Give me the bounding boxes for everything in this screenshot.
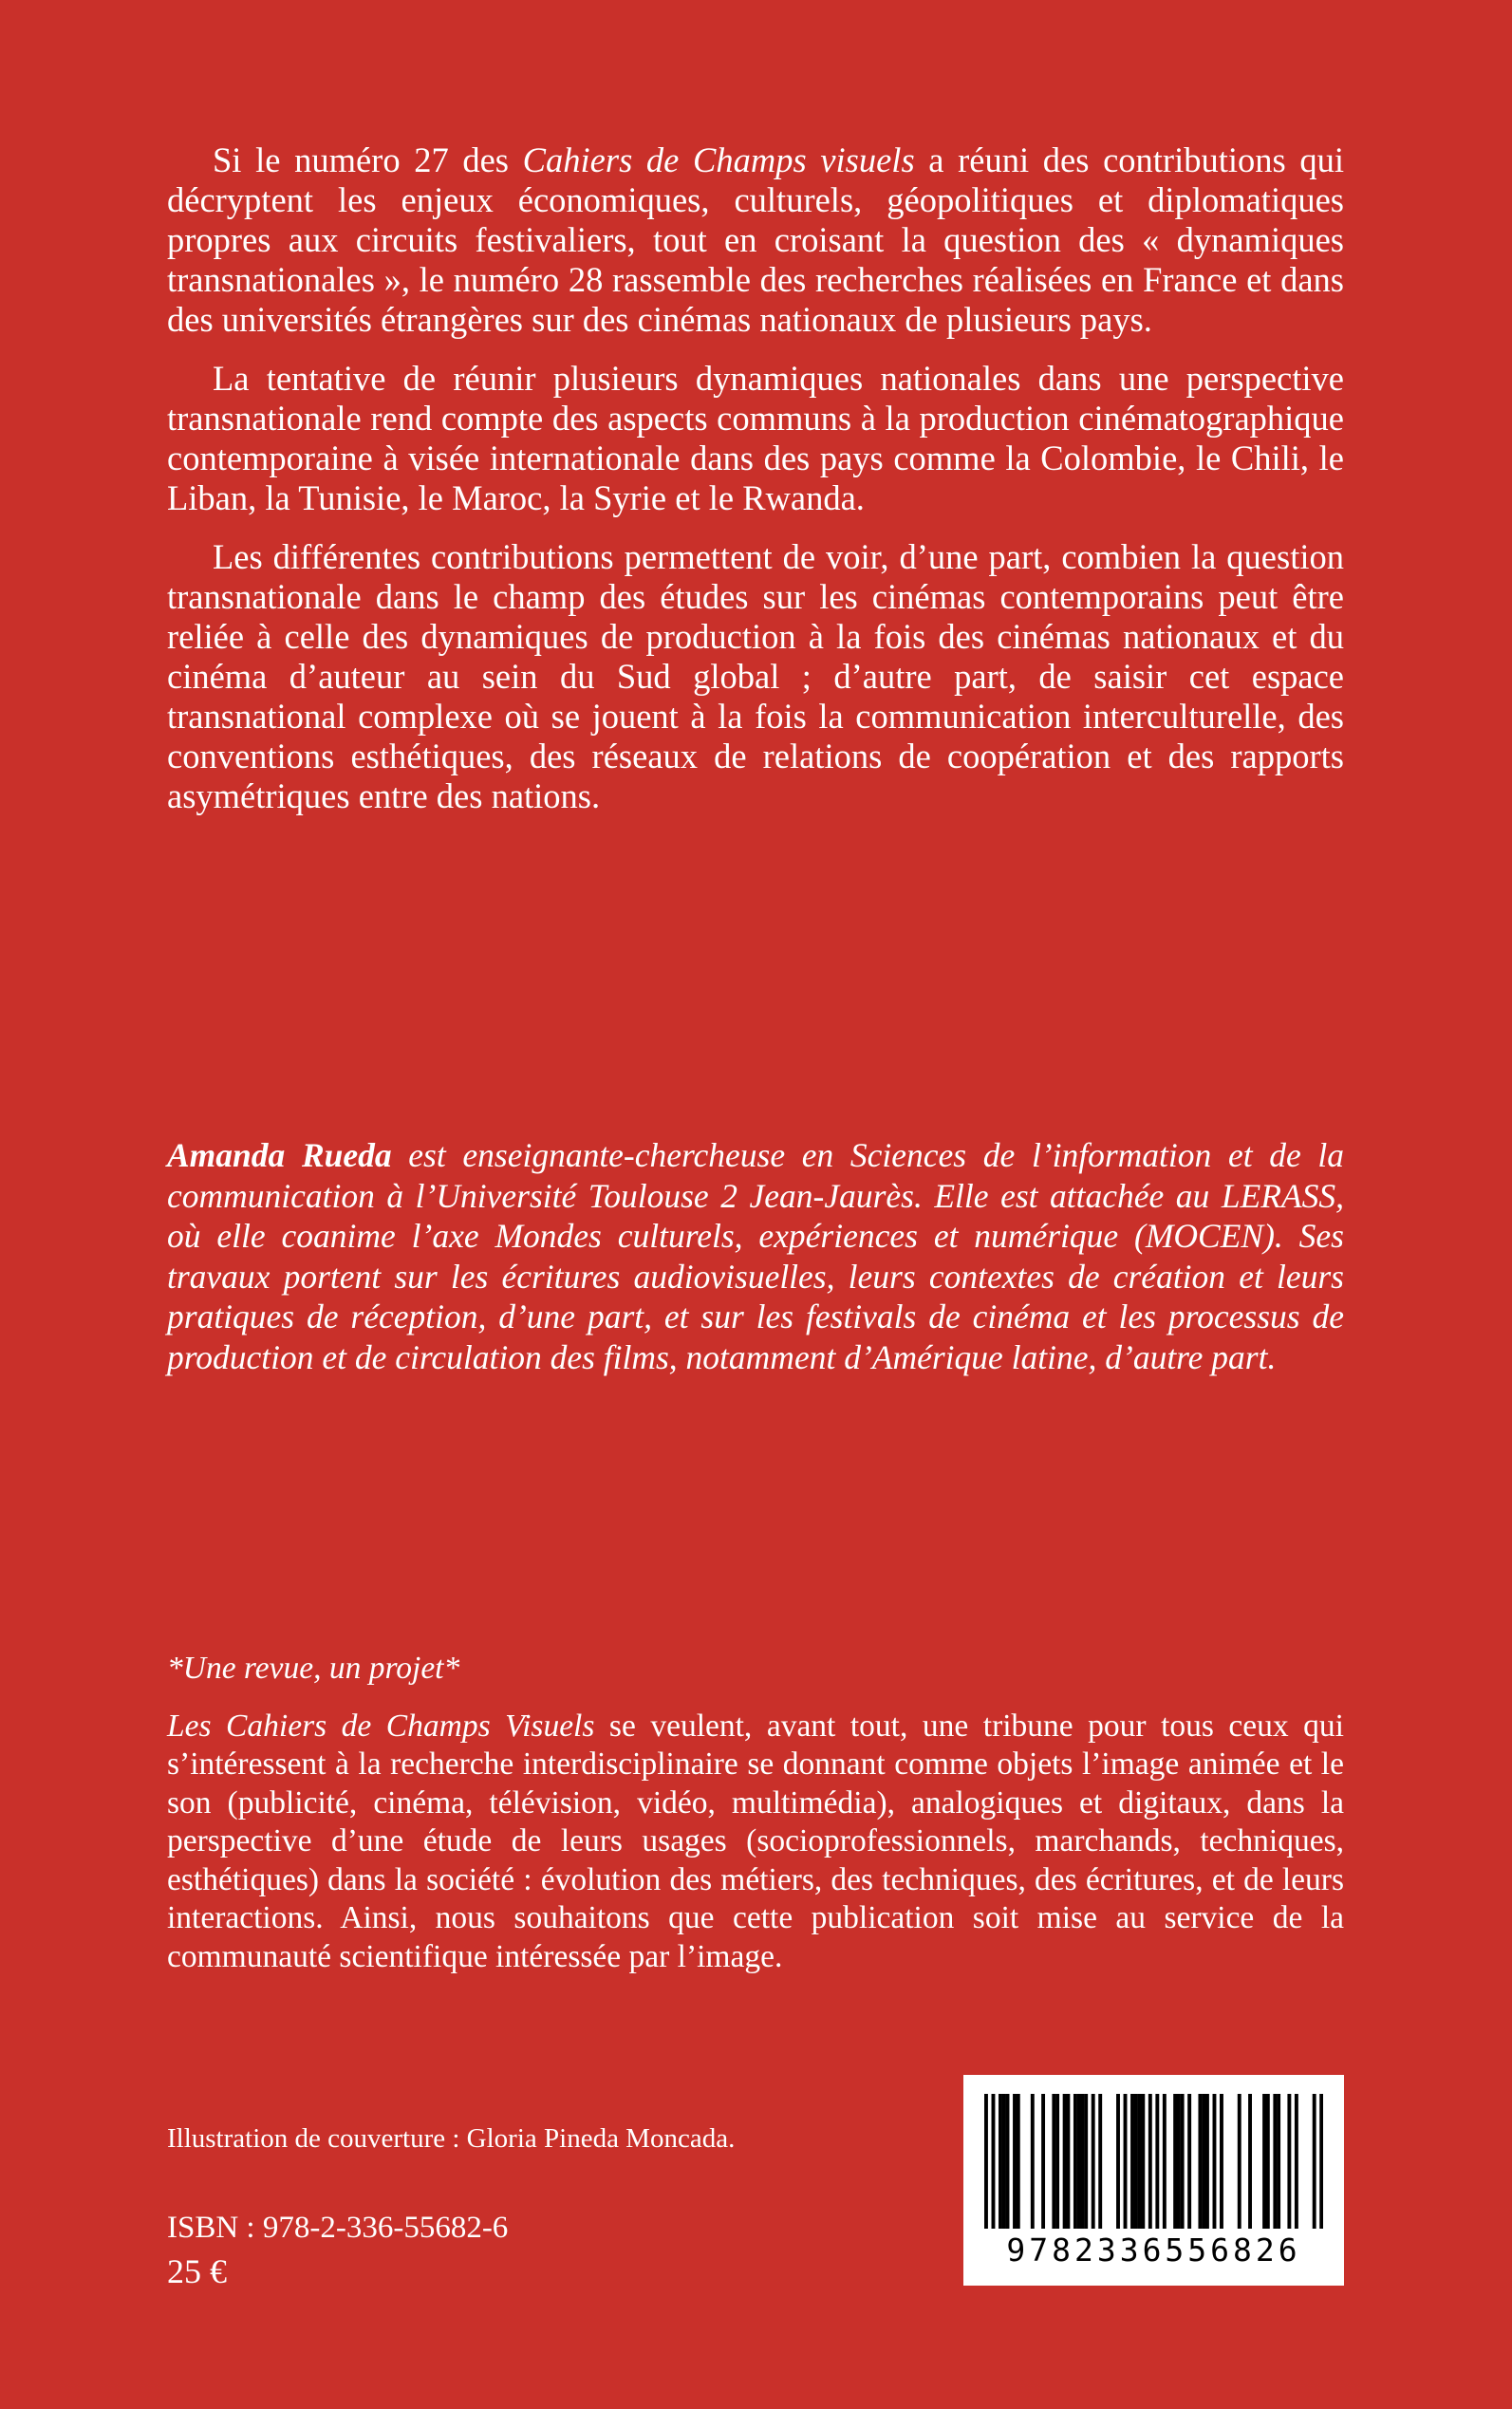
barcode-bar xyxy=(1163,2094,1167,2229)
barcode-bar xyxy=(1052,2094,1055,2229)
barcode-bar xyxy=(1277,2094,1280,2229)
barcode-bar xyxy=(1213,2094,1217,2229)
barcode-bar xyxy=(1202,2094,1205,2229)
barcode-bar xyxy=(1238,2094,1241,2229)
isbn: ISBN : 978-2-336-55682-6 xyxy=(167,2211,509,2245)
barcode-bar xyxy=(1181,2094,1185,2229)
barcode-bar xyxy=(984,2094,988,2229)
journal-title: Cahiers de Champs visuels xyxy=(522,140,915,179)
barcode-bar xyxy=(1273,2094,1277,2229)
barcode-bar xyxy=(1013,2094,1017,2229)
author-bio-text: est enseignante-chercheuse en Sciences de l’information et de la communication à l’Université Toulouse 2 Jean-Jaurès. Elle est attachée au LERASS, où elle coanime l’axe Mondes culturels, expériences et numérique (MOCEN). Ses travaux portent sur les écritures audiovisuelles, leurs contextes de création et leurs pratiques de réception, d’une part, et sur les festivals de cinéma et les processus de production et de circulation des films, notamment d’Amérique latine, d’autre part. xyxy=(167,1136,1344,1376)
barcode xyxy=(963,2075,1344,2286)
barcode-bar xyxy=(1041,2094,1045,2229)
barcode-bar xyxy=(1148,2094,1152,2229)
barcode-bar xyxy=(1220,2094,1223,2229)
journal-description-section xyxy=(167,1650,1344,1976)
barcode-bar xyxy=(1124,2094,1128,2229)
author-bio-section xyxy=(167,1135,1344,1377)
journal-description-paragraph xyxy=(167,1708,1344,1977)
barcode-bar xyxy=(1313,2094,1316,2229)
journal-name: Les Cahiers de Champs Visuels xyxy=(167,1708,595,1744)
journal-heading: *Une revue, un projet* xyxy=(167,1651,460,1686)
barcode-bar xyxy=(1173,2094,1177,2229)
barcode-bar xyxy=(1319,2094,1323,2229)
barcode-bar xyxy=(992,2094,996,2229)
synopsis-p1-after: a réuni des contributions qui décryptent les enjeux économiques, culturels, géopolitiques et diplomatiques propres aux circuits festivaliers, tout en croisant la question des « dynamiques transnationales », le numéro 28 rassemble des recherches réalisées en France et dans des universités étrangères sur des cinémas nationaux de plusieurs pays. xyxy=(167,140,1344,339)
barcode-bar xyxy=(1063,2094,1067,2229)
barcode-bar xyxy=(1017,2094,1020,2229)
barcode-bar xyxy=(1177,2094,1181,2229)
barcode-bar xyxy=(1138,2094,1142,2229)
barcode-bar xyxy=(1002,2094,1006,2229)
barcode-bar xyxy=(1198,2094,1202,2229)
barcode-bar xyxy=(1031,2094,1035,2229)
barcode-bar xyxy=(1134,2094,1138,2229)
barcode-bar xyxy=(1262,2094,1266,2229)
barcode-bar xyxy=(999,2094,1002,2229)
barcode-digits: 9782336556826 xyxy=(1006,2232,1301,2269)
barcode-bar xyxy=(1084,2094,1088,2229)
barcode-bar xyxy=(1092,2094,1095,2229)
synopsis-paragraph-3: Les différentes contributions permettent de voir, d’une part, combien la question transnationale dans le champ des études sur les cinémas contemporains peut être reliée à celle des dynamiques de production à la fois des cinémas nationaux et du cinéma d’auteur au sein du Sud global ; d’autre part, de saisir cet espace transnational complexe où se jouent à la fois la communication interculturelle, des conventions esthétiques, des réseaux de relations de coopération et des rapports asymétriques entre des nations. xyxy=(167,537,1344,815)
barcode-bar xyxy=(1098,2094,1102,2229)
author-name: Amanda Rueda xyxy=(167,1136,392,1174)
synopsis-p1-before: Si le numéro 27 des xyxy=(213,140,523,179)
journal-description-text: se veulent, avant tout, une tribune pour tous ceux qui s’intéressent à la recherche interdisciplinaire se donnant comme objets l’image animée et le son (publicité, cinéma, télévision, vidéo, multimédia), analogiques et digitaux, dans la perspective d’une étude de leurs usages (socioprofessionnels, marchands, techniques, esthétiques) dans la société : évolution des métiers, des techniques, des écritures, et de leurs interactions. Ainsi, nous souhaitons que cette publication soit mise au service de la communauté scientifique intéressée par l’image. xyxy=(167,1708,1344,1974)
barcode-bar xyxy=(1066,2094,1070,2229)
synopsis-section xyxy=(167,140,1344,816)
barcode-bar xyxy=(1116,2094,1120,2229)
barcode-bar xyxy=(1055,2094,1059,2229)
barcode-bar xyxy=(1130,2094,1134,2229)
cover-illustration-credit: Illustration de couverture : Gloria Pineda Moncada. xyxy=(167,2123,736,2154)
barcode-bar xyxy=(1077,2094,1081,2229)
barcode-bar xyxy=(1248,2094,1252,2229)
barcode-bar xyxy=(1155,2094,1159,2229)
barcode-bar xyxy=(1006,2094,1010,2229)
barcode-bars xyxy=(984,2094,1323,2229)
barcode-bar xyxy=(1073,2094,1077,2229)
barcode-bar xyxy=(1080,2094,1084,2229)
barcode-bar xyxy=(1295,2094,1298,2229)
barcode-bar xyxy=(1141,2094,1145,2229)
synopsis-paragraph-1 xyxy=(167,140,1344,340)
price: 25 € xyxy=(167,2252,227,2290)
author-bio-paragraph xyxy=(167,1135,1344,1377)
barcode-bar xyxy=(1187,2094,1191,2229)
barcode-bar xyxy=(1266,2094,1270,2229)
barcode-bar xyxy=(1287,2094,1291,2229)
synopsis-paragraph-2: La tentative de réunir plusieurs dynamiques nationales dans une perspective transnationale rend compte des aspects communs à la production cinématographique contemporaine à visée internationale dans des pays comme la Colombie, le Chili, le Liban, la Tunisie, le Maroc, la Syrie et le Rwanda. xyxy=(167,359,1344,517)
barcode-bar xyxy=(1205,2094,1209,2229)
